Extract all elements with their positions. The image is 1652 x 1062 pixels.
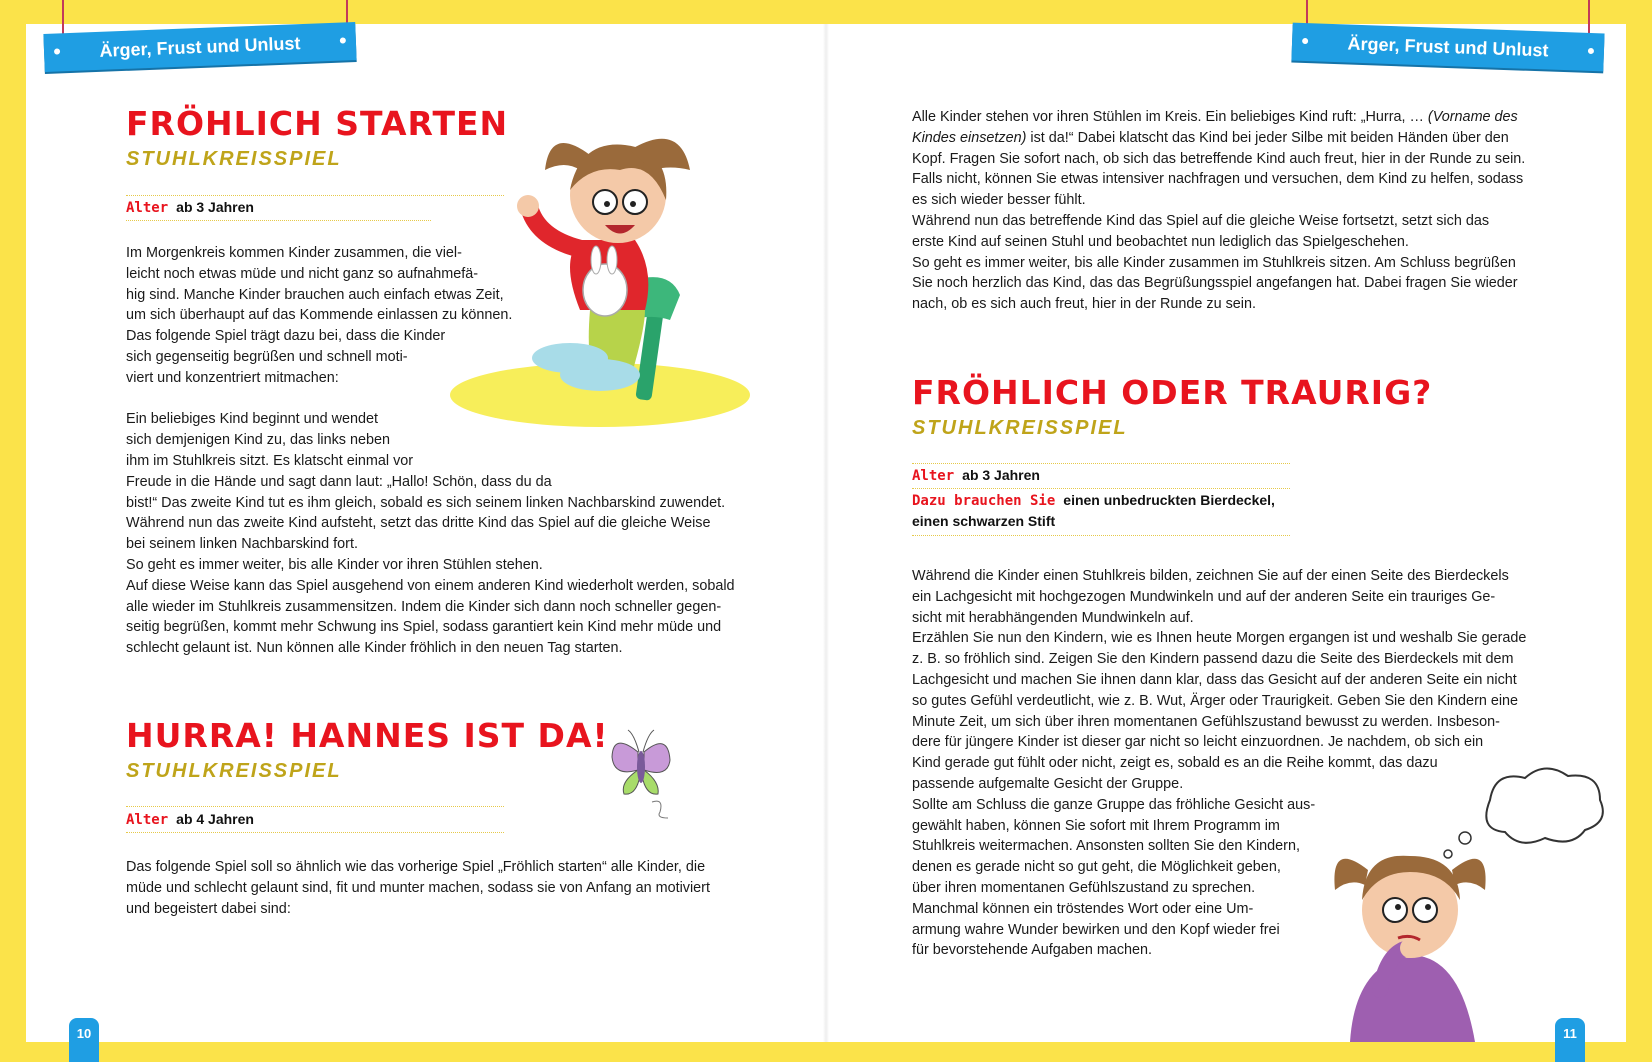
text-line: so gutes Gefühl verdeutlicht, wie z. B. Wut, Ärger oder Traurigkeit. Geben Sie den Kindern eine <box>912 692 1519 709</box>
text-line: Freude in die Hände und sagt dann laut: „Hallo! Schön, dass du da <box>126 473 552 490</box>
text-line: über ihren momentanen Gefühlszustand zu sprechen. <box>912 879 1256 896</box>
text-line: erste Kind auf seinen Stuhl und beobachtet nun lediglich das Spielgeschehen. <box>912 233 1409 250</box>
text-hurra <box>126 857 710 919</box>
text-fragment-italic: (Vorname des <box>1427 109 1518 125</box>
text-line: um sich überhaupt auf das Kommende einlassen zu können. <box>126 307 513 324</box>
text-line <box>912 128 1525 149</box>
divider <box>912 463 1290 464</box>
text-line: ihm im Stuhlkreis sitzt. Es klatscht einmal vor <box>126 452 414 469</box>
page-number-left: 10 <box>69 1018 99 1062</box>
text-line: Lachgesicht und machen Sie ihnen dann klar, dass das Gesicht auf der anderen Seite ein nicht <box>912 671 1517 688</box>
age-info <box>912 465 1040 486</box>
materials-value: einen schwarzen Stift <box>912 513 1056 529</box>
materials-value: einen unbedruckten Bierdeckel, <box>1063 492 1275 508</box>
age-value: ab 4 Jahren <box>176 811 254 827</box>
text-fragment: ist da!“ Dabei klatscht das Kind bei jeder Silbe mit beiden Händen über den <box>1026 129 1509 146</box>
divider <box>126 832 504 833</box>
section-subtitle: STUHLKREISSPIEL <box>126 760 342 782</box>
text-line: Minute Zeit, um sich über ihren momentanen Gefühlszustand bewusst zu werden. Insbeson- <box>912 713 1500 730</box>
chapter-tab-label: Ärger, Frust und Unlust <box>99 33 301 61</box>
text-line: armung wahre Wunder bewirken und den Kopf wieder frei <box>912 921 1280 938</box>
text-line: gewählt haben, können Sie sofort mit Ihrem Programm im <box>912 817 1280 834</box>
section-title-frohlich-traurig: FRÖHLICH ODER TRAURIG? <box>912 373 1433 412</box>
text-line: Während nun das zweite Kind aufsteht, setzt das dritte Kind das Spiel auf die gleiche Weise <box>126 515 711 532</box>
text-line: sich gegenseitig begrüßen und schnell moti- <box>126 348 408 365</box>
text-line: Das folgende Spiel soll so ähnlich wie das vorherige Spiel „Fröhlich starten“ alle Kinder, die <box>126 859 706 875</box>
text-line: dere für jüngere Kinder ist dieser gar nicht so leicht einzuordnen. Je nachdem, ob sich ein <box>912 734 1484 751</box>
divider <box>912 488 1290 489</box>
text-line: nach, ob es sich auch freut, hier in der Runde zu sein. <box>912 296 1256 313</box>
divider <box>912 535 1290 536</box>
text-line: z. B. so fröhlich sind. Zeigen Sie den Kindern passend dazu die Seite des Bierdeckels mit dem <box>912 651 1514 668</box>
thinking-girl-illustration <box>1310 760 1610 1042</box>
text-line: für bevorstehende Aufgaben machen. <box>912 942 1153 959</box>
text-line <box>912 107 1525 128</box>
text-line: sich demjenigen Kind zu, das links neben <box>126 432 390 449</box>
divider <box>126 220 431 221</box>
text-line: So geht es immer weiter, bis alle Kinder zusammen im Stuhlkreis sitzen. Am Schluss begrüßen <box>912 254 1516 271</box>
text-line: Im Morgenkreis kommen Kinder zusammen, die viel- <box>126 245 462 261</box>
section-title-hurra: HURRA! HANNES IST DA! <box>126 716 609 755</box>
section-subtitle: STUHLKREISSPIEL <box>126 148 342 170</box>
text-line: hig sind. Manche Kinder brauchen auch einfach etwas Zeit, <box>126 286 504 303</box>
materials-label: Dazu brauchen Sie <box>912 493 1056 509</box>
age-value: ab 3 Jahren <box>176 199 254 215</box>
age-value: ab 3 Jahren <box>962 467 1040 483</box>
thought-cloud-illustration <box>1444 768 1603 858</box>
text-line: Das folgende Spiel trägt dazu bei, dass die Kinder <box>126 328 446 345</box>
text-line: alle wieder im Stuhlkreis zusammensitzen. Indem die Kinder sich dann noch schneller gegen- <box>126 598 722 615</box>
text-line: Falls nicht, können Sie etwas intensiver nachfragen und versuchen, dem Kind zu helfen, sodass <box>912 171 1524 188</box>
text-line: Ein beliebiges Kind beginnt und wendet <box>126 411 379 428</box>
text-line: Während nun das betreffende Kind das Spiel auf die gleiche Weise fortsetzt, setzt sich das <box>912 212 1490 229</box>
section-subtitle: STUHLKREISSPIEL <box>912 417 1128 439</box>
butterfly-illustration <box>608 722 678 822</box>
text-line: Erzählen Sie nun den Kindern, wie es Ihnen heute Morgen ergangen ist und weshalb Sie gerade <box>912 630 1527 647</box>
text-line: seitig begrüßen, kommt mehr Schwung ins Spiel, sodass garantiert kein Kind mehr müde und <box>126 619 722 636</box>
girl-with-bunny-illustration <box>430 130 750 430</box>
text-line: bist!“ Das zweite Kind tut es ihm gleich, sobald es sich seinem linken Nachbarskind zuwendet. <box>126 494 726 511</box>
age-label: Alter <box>126 200 169 216</box>
text-line: Auf diese Weise kann das Spiel ausgehend von einem anderen Kind wiederholt werden, sobald <box>126 577 735 594</box>
text-hurra-continued <box>912 107 1525 315</box>
text-line: Sollte am Schluss die ganze Gruppe das fröhliche Gesicht aus- <box>912 796 1316 813</box>
text-line: Kind gerade gut fühlt oder nicht, zeigt es, sobald es an die Reihe kommt, das dazu <box>912 755 1438 772</box>
text-line: bei seinem linken Nachbarskind fort. <box>126 536 358 553</box>
text-line: passende aufgemalte Gesicht der Gruppe. <box>912 775 1184 792</box>
chapter-tab-label: Ärger, Frust und Unlust <box>1347 33 1549 61</box>
text-line: denen es gerade nicht so gut geht, die Möglichkeit geben, <box>912 859 1281 876</box>
text-line: Sie noch herzlich das Kind, das das Begrüßungsspiel angefangen hat. Dabei fragen Sie wieder <box>912 275 1518 292</box>
age-label: Alter <box>126 812 169 828</box>
text-line: schlecht gelaunt ist. Nun können alle Kinder fröhlich in den neuen Tag starten. <box>126 640 623 657</box>
book-gutter <box>823 24 829 1042</box>
text-fragment: Alle Kinder stehen vor ihren Stühlen im Kreis. Ein beliebiges Kind ruft: „Hurra, … <box>912 109 1428 125</box>
text-line: es sich wieder besser fühlt. <box>912 192 1086 209</box>
text-line: und begeistert dabei sind: <box>126 900 291 917</box>
text-line: Stuhlkreis weitermachen. Ansonsten sollten Sie den Kindern, <box>912 838 1300 855</box>
age-info <box>126 197 254 218</box>
materials-info <box>912 490 1275 531</box>
text-line: ein Lachgesicht mit hochgezogen Mundwinkeln und auf der anderen Seite ein trauriges Ge- <box>912 588 1496 605</box>
text-line: So geht es immer weiter, bis alle Kinder vor ihren Stühlen stehen. <box>126 556 543 573</box>
text-line: Manchmal können ein tröstendes Wort oder eine Um- <box>912 900 1254 917</box>
page-number-right: 11 <box>1555 1018 1585 1062</box>
text-line: viert und konzentriert mitmachen: <box>126 369 339 386</box>
divider <box>126 806 504 807</box>
text-line: müde und schlecht gelaunt sind, fit und munter machen, sodass sie von Anfang an motiviert <box>126 879 710 896</box>
age-label: Alter <box>912 468 955 484</box>
text-line: Kopf. Fragen Sie sofort nach, ob sich das betreffende Kind auch freut, hier in der Runde zu sein. <box>912 150 1526 167</box>
text-line: leicht noch etwas müde und nicht ganz so aufnahmefä- <box>126 265 478 282</box>
age-info <box>126 809 254 830</box>
text-fragment-italic: Kindes einsetzen) <box>912 129 1027 146</box>
section-title-frohlich-starten: FRÖHLICH STARTEN <box>126 104 509 143</box>
text-line: Während die Kinder einen Stuhlkreis bilden, zeichnen Sie auf der einen Seite des Bierdeckels <box>912 568 1509 584</box>
text-line: sicht mit herabhängenden Mundwinkeln auf. <box>912 609 1194 626</box>
